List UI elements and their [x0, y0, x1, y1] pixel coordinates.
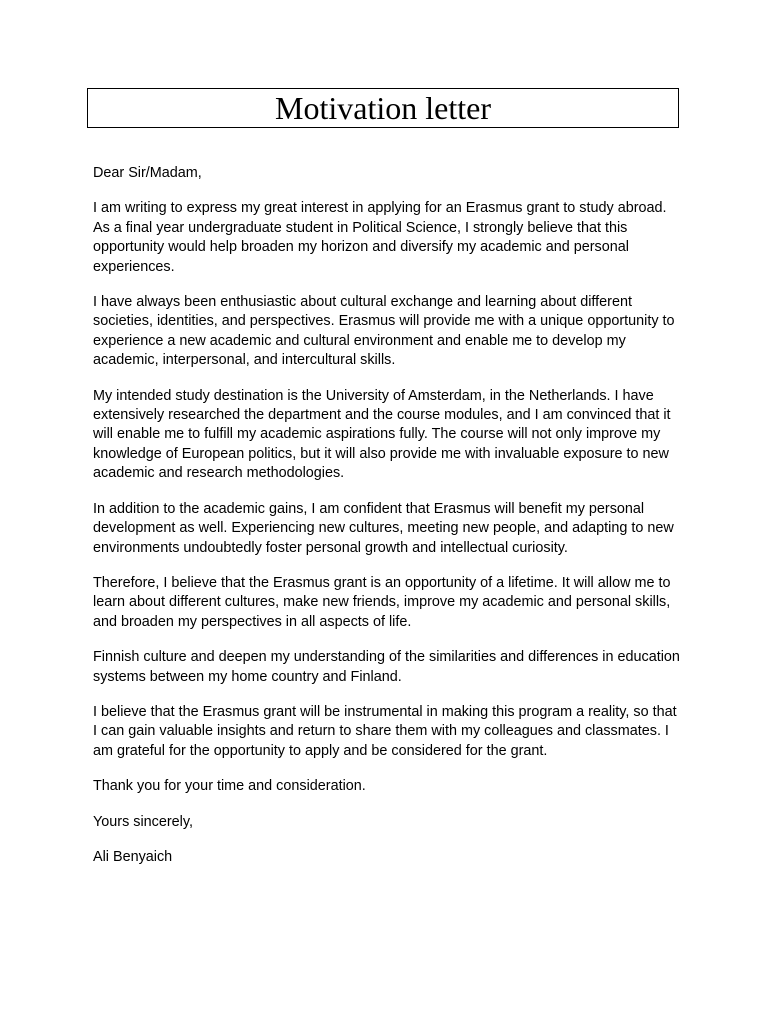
closing-line: Yours sincerely,	[93, 813, 193, 830]
page-title: Motivation letter	[275, 90, 491, 126]
paragraph-finnish-culture: Finnish culture and deepen my understanding of the similarities and differences in education systems between my home country and Finland.	[93, 649, 680, 685]
salutation: Dear Sir/Madam,	[93, 165, 202, 181]
paragraph-personal-development: In addition to the academic gains, I am confident that Erasmus will benefit my personal development as well. Experiencing new cultures, meeting new people, and adapting to new environments undoubtedly foster personal growth and intellectual curiosity.	[93, 500, 674, 556]
paragraph-enthusiasm: I have always been enthusiastic about cultural exchange and learning about different societies, identities, and perspectives. Erasmus will provide me with a unique opportunity to experience a new academic and cultural environment and enable me to develop my academic, interpersonal, and intercultural skills.	[93, 294, 675, 369]
paragraph-intro: I am writing to express my great interest in applying for an Erasmus grant to study abroad. As a final year undergraduate student in Political Science, I strongly believe that this opportunity would help broaden my horizon and diversify my academic and personal experiences.	[93, 200, 667, 275]
paragraph-instrumental: I believe that the Erasmus grant will be instrumental in making this program a reality, so that I can gain valuable insights and return to share them with my colleagues and classmates. I am grateful for the opportunity to apply and be considered for the grant.	[93, 703, 677, 759]
paragraph-opportunity: Therefore, I believe that the Erasmus grant is an opportunity of a lifetime. It will allow me to learn about different cultures, make new friends, improve my academic and personal skills, and broaden my perspectives in all aspects of life.	[93, 574, 671, 630]
signature: Ali Benyaich	[93, 848, 173, 865]
letter-body	[93, 164, 683, 883]
paragraph-destination: My intended study destination is the University of Amsterdam, in the Netherlands. I have extensively researched the department and the course modules, and I am convinced that it will enable me to fulfill my academic aspirations fully. The course will not only improve my knowledge of European politics, but it will also provide me with invaluable exposure to new academic and research methodologies.	[93, 387, 671, 482]
title-box	[87, 88, 679, 128]
thanks-line: Thank you for your time and consideration.	[93, 778, 366, 795]
